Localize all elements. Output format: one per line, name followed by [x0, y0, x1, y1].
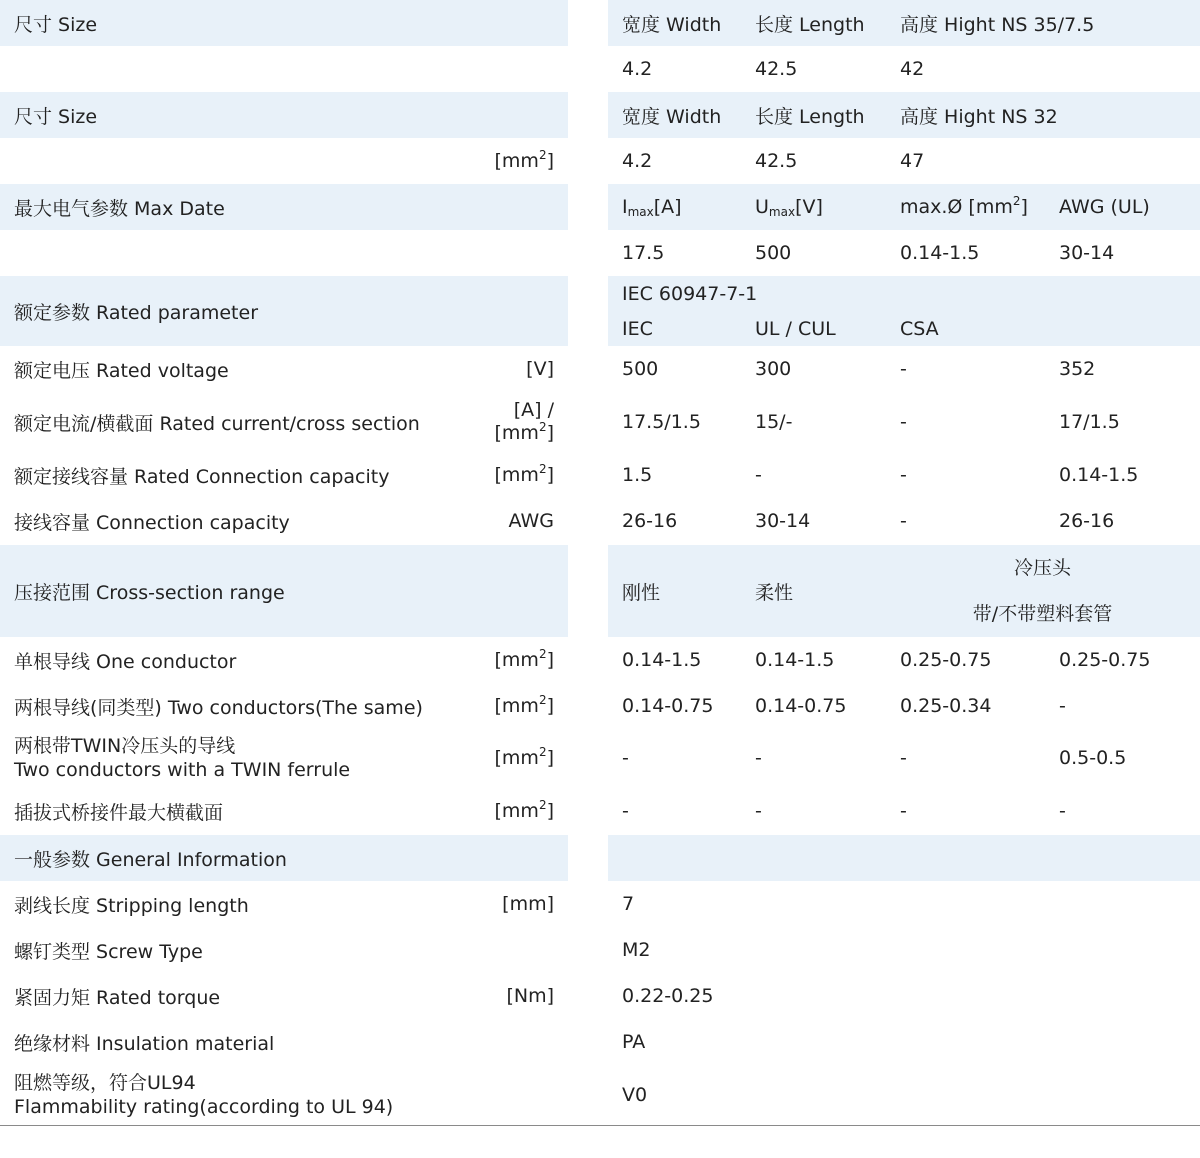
- umax-header: $U_{max}[V]$: [755, 195, 823, 219]
- row-label: 两根导线(同类型) Two conductors(The same): [14, 696, 423, 719]
- max-data-values-row: [0, 230, 1200, 276]
- column-rigid: 刚性: [622, 581, 661, 604]
- unit-label: $[mm^2]$: [494, 147, 554, 172]
- unit-label: [mm]: [502, 892, 554, 915]
- unit-label: [Nm]: [506, 984, 554, 1007]
- ferrule-value: 0.25-0.34: [900, 695, 992, 717]
- standard-label: IEC 60947-7-1: [622, 283, 758, 305]
- iec-value: 1.5: [622, 464, 653, 486]
- row-label: 插拔式桥接件最大横截面: [14, 801, 224, 824]
- cross-section-label: 压接范围 Cross-section range: [14, 581, 285, 604]
- general-info-label: 一般参数 General Information: [14, 848, 287, 871]
- size-ns32-values-row: [0, 138, 1200, 184]
- row-value: V0: [622, 1084, 648, 1106]
- diameter-value: 0.14-1.5: [900, 242, 980, 264]
- row-label: 螺钉类型 Screw Type: [14, 940, 203, 963]
- row-label: 额定电流/横截面 Rated current/cross section: [14, 412, 420, 435]
- width-value: 4.2: [622, 150, 653, 172]
- row-label: 紧固力矩 Rated torque: [14, 986, 221, 1009]
- table-row: [0, 452, 1200, 498]
- general-info-header-row: [0, 835, 1200, 881]
- length-header: 长度 Length: [755, 105, 865, 128]
- row-value: 7: [622, 893, 635, 915]
- cross-section-header-row: [0, 545, 1200, 637]
- row-label: 阻燃等级，符合UL94 Flammability rating(according to UL 94): [14, 1072, 394, 1118]
- row-label: 接线容量 Connection capacity: [14, 511, 290, 534]
- ferrule-sleeve-value: -: [1059, 695, 1066, 717]
- ferrule-value: 0.25-0.75: [900, 649, 992, 671]
- width-header: 宽度 Width: [622, 13, 722, 36]
- height-header: 高度 Hight NS 32: [900, 105, 1058, 128]
- width-header: 宽度 Width: [622, 105, 722, 128]
- unit-label: $[mm^2]$: [494, 646, 554, 671]
- ul-value: 300: [755, 358, 792, 380]
- row-label: 额定电压 Rated voltage: [14, 359, 229, 382]
- unit-label: $[mm^2]$: [494, 461, 554, 486]
- size-ns35-values-row: [0, 46, 1200, 92]
- awg-header: AWG (UL): [1059, 196, 1150, 218]
- height-header: 高度 Hight NS 35/7.5: [900, 13, 1095, 36]
- column-flexible: 柔性: [755, 581, 794, 604]
- umax-value: 500: [755, 242, 792, 264]
- ferrule-sleeve-value: 0.5-0.5: [1059, 747, 1127, 769]
- iec-value: 26-16: [622, 510, 678, 532]
- ul-value: 15/-: [755, 411, 793, 433]
- ferrule-value: -: [900, 747, 907, 769]
- rated-parameter-header-row: [0, 276, 1200, 346]
- column-csa: CSA: [900, 318, 939, 340]
- table-row: [0, 346, 1200, 392]
- row-value: 0.22-0.25: [622, 985, 714, 1007]
- column-ferrule-sub: 带/不带塑料套管: [972, 603, 1113, 625]
- height-value: 42: [900, 58, 925, 80]
- row-label: 绝缘材料 Insulation material: [14, 1032, 275, 1055]
- table-row: [0, 1065, 1200, 1125]
- ferrule-sleeve-value: -: [1059, 800, 1066, 822]
- table-row: [0, 1019, 1200, 1065]
- flexible-value: -: [755, 800, 762, 822]
- flexible-value: 0.14-1.5: [755, 649, 835, 671]
- unit-label: AWG: [508, 509, 554, 532]
- unit-label: $[mm^2]$: [494, 692, 554, 717]
- unit-label: $[mm^2]$: [494, 797, 554, 822]
- rated-parameter-label: 额定参数 Rated parameter: [14, 301, 259, 324]
- iec-value: 500: [622, 358, 659, 380]
- awg-value: 30-14: [1059, 242, 1115, 264]
- bottom-divider: [0, 1125, 1200, 1126]
- length-value: 42.5: [755, 58, 798, 80]
- ul-value: -: [755, 464, 762, 486]
- size-label: 尺寸 Size: [14, 13, 98, 36]
- iec-value: 17.5/1.5: [622, 411, 701, 433]
- extra-value: 17/1.5: [1059, 411, 1120, 433]
- ferrule-value: -: [900, 800, 907, 822]
- extra-value: 352: [1059, 358, 1096, 380]
- csa-value: -: [900, 464, 907, 486]
- unit-label: [A] / $[mm^2]$: [494, 399, 554, 444]
- table-row: [0, 392, 1200, 452]
- row-value: M2: [622, 939, 651, 961]
- table-row: [0, 637, 1200, 683]
- diameter-header: max.Ø $[mm^2]$: [900, 194, 1028, 218]
- flexible-value: -: [755, 747, 762, 769]
- csa-value: -: [900, 510, 907, 532]
- extra-value: 26-16: [1059, 510, 1115, 532]
- height-value: 47: [900, 150, 925, 172]
- unit-label: [V]: [526, 357, 554, 380]
- table-row: [0, 973, 1200, 1019]
- size-ns35-header-row: [0, 0, 1200, 46]
- extra-value: 0.14-1.5: [1059, 464, 1139, 486]
- imax-header: $I_{max}[A]$: [622, 195, 682, 219]
- row-label: 额定接线容量 Rated Connection capacity: [14, 465, 390, 488]
- table-row: [0, 498, 1200, 544]
- flexible-value: 0.14-0.75: [755, 695, 847, 717]
- length-value: 42.5: [755, 150, 798, 172]
- max-data-label: 最大电气参数 Max Date: [14, 197, 225, 220]
- size-label: 尺寸 Size: [14, 105, 98, 128]
- row-label: 两根带TWIN冷压头的导线 Two conductors with a TWIN ferrule: [14, 735, 351, 781]
- row-label: 剥线长度 Stripping length: [14, 894, 249, 917]
- table-row: [0, 927, 1200, 973]
- table-row: [0, 787, 1200, 835]
- row-label: 单根导线 One conductor: [14, 650, 237, 673]
- width-value: 4.2: [622, 58, 653, 80]
- ul-value: 30-14: [755, 510, 811, 532]
- csa-value: -: [900, 411, 907, 433]
- column-ul-cul: UL / CUL: [755, 318, 836, 340]
- table-row: [0, 881, 1200, 927]
- ferrule-sleeve-value: 0.25-0.75: [1059, 649, 1151, 671]
- max-data-header-row: [0, 184, 1200, 230]
- size-ns32-header-row: [0, 92, 1200, 138]
- unit-label: $[mm^2]$: [494, 744, 554, 769]
- column-iec: IEC: [622, 318, 653, 340]
- csa-value: -: [900, 358, 907, 380]
- row-value: PA: [622, 1031, 646, 1053]
- column-ferrule: 冷压头: [1013, 557, 1071, 579]
- table-row: [0, 683, 1200, 729]
- length-header: 长度 Length: [755, 13, 865, 36]
- imax-value: 17.5: [622, 242, 665, 264]
- rigid-value: 0.14-1.5: [622, 649, 702, 671]
- rigid-value: -: [622, 800, 629, 822]
- rigid-value: -: [622, 747, 629, 769]
- rigid-value: 0.14-0.75: [622, 695, 714, 717]
- table-row: [0, 729, 1200, 787]
